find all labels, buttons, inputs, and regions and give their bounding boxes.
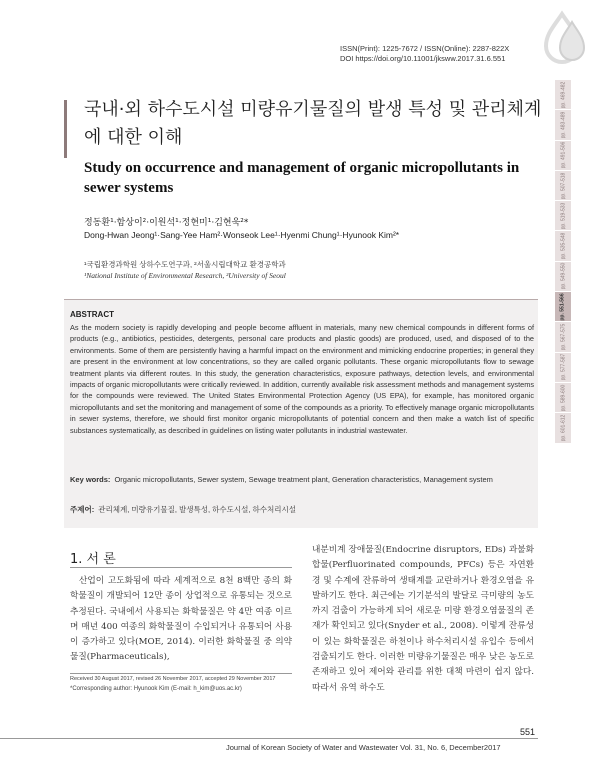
sidebar-tab-label: pp. 549-550	[560, 263, 567, 290]
sidebar-tab-10	[555, 383, 571, 413]
corresponding-author: *Corresponding author: Hyunook Kim (E-mail: h_kim@uos.ac.kr)	[70, 686, 242, 692]
sidebar-tab-label: pp. 601-612	[560, 414, 567, 442]
title-accent-bar	[64, 100, 67, 158]
sidebar-tab-label: pp. 469-482	[560, 81, 567, 108]
section-heading-introduction: 1. 서 론	[70, 552, 116, 567]
footer-divider	[0, 738, 538, 739]
sidebar-tab-3	[555, 171, 571, 201]
doi-line: DOI https://doi.org/10.11001/jksww.2017.31.6.551	[340, 54, 506, 63]
english-title: Study on occurrence and management of organic micropollutants in sewer systems	[84, 160, 520, 196]
journal-drop-logo-icon	[540, 8, 590, 68]
section-underline	[70, 567, 292, 568]
affiliation-korean: ¹국립환경과학원 상하수도연구과, ²서울시립대학교 환경공학과	[84, 260, 286, 269]
sidebar-tab-1	[555, 110, 571, 140]
body-text-left-column: 산업이 고도화됨에 따라 세계적으로 8천 8백만 종의 화학물질이 개발되어 12만 종이 상업적으로 유통되는 것으로 추정된다. 국내에서 사용되는 화학물질은 약 4만 여종 이르며 매년 400 여종의 화학물질이 수입되거나 유통되어 사용이 증가하고 있다(MOE, 2014). 이러한 화학물질 중 의약물질(Pharmaceuticals),	[70, 576, 292, 663]
keywords-text: Organic micropollutants, Sewer system, Sewage treatment plant, Generation characteristics, Management system	[114, 475, 493, 484]
sidebar-tab-0	[555, 80, 571, 110]
authors-korean: 정동환¹·함상이²·이원석¹·정현미¹·김현욱²*	[84, 218, 249, 228]
issue-page-index-sidebar	[555, 80, 571, 444]
sidebar-tab-11	[555, 413, 571, 443]
keywords-korean-text: 관리체계, 미량유기물질, 발생특성, 하수도시설, 하수처리시설	[98, 505, 297, 514]
sidebar-tab-label: pp. 507-518	[560, 172, 567, 199]
journal-footer: Journal of Korean Society of Water and Wastewater Vol. 31, No. 6, December2017	[226, 743, 501, 752]
sidebar-tab-label: pp. 589-600	[560, 384, 567, 411]
sidebar-tab-9	[555, 353, 571, 383]
issn-line: ISSN(Print): 1225-7672 / ISSN(Online): 2287-822X	[340, 44, 510, 53]
body-text-right-column: 내분비계 장애물질(Endocrine disruptors, EDs) 과불화합물(Perfluorinated compounds, PFCs) 등은 자연환경 및 수계에 잔류하여 생태계를 교란하거나 환경오염을 유발하기도 한다. 최근에는 기기분석의 발달로 극미량의 농도까지 검출이 가능하게 되어 새로운 미량 환경오염물질의 존재가 확인되고 있다(Snyder et al., 2008). 이렇게 잔류성이 있는 화학물질은 하천이나 하수처리시설 유입수 등에서 검출되기도 한다. 이러한 미량유기물질은 매우 낮은 농도로 존재하고 있어 제어와 관리를 위한 대책 마련이 쉽지 않다. 따라서 유역 하수도	[312, 545, 534, 693]
keywords-korean	[70, 504, 534, 515]
sidebar-tab-6	[555, 262, 571, 292]
abstract-text: As the modern society is rapidly developing and people become affluent in materials, many new chemical compounds in different forms of products (e.g., antibiotics, pesticides, detergents, personal care products and plastic goods) are produced, used, and disposed of to the environments. Some of them are persistently having a harmful impact on the environment and mimicking endocrine properties; in general they are present in the environment at low concentrations, so they are called organic pollutants. These organic micropollutants flow to sewage treatment plants via different routes. In this study, the generation characteristics, exposure pathways, detection levels, and environmental impacts of organic micropollutants were critically reviewed. In addition, currently available risk assessment methods and management systems for the compounds were reviewed. The United States Environmental Protection Agency (US EPA), for example, has monitored organic micropollutants and set the monitoring and management of some of the compounds as a priority. To effectively manage organic micropollutants in sewer systems, therefore, we should first monitor organic micropollutants of potential concern and then make a watch list of specific substances systematically, as described in guidelines on listing water pollutants in industrial wastewater.	[70, 323, 534, 435]
authors-english: Dong-Hwan Jeong¹·Sang-Yee Ham²·Wonseok Lee¹·Hyenmi Chung¹·Hyunook Kim²*	[84, 230, 400, 240]
sidebar-tab-7	[555, 292, 571, 322]
sidebar-tab-label: pp. 491-506	[560, 141, 567, 169]
sidebar-tab-label: pp. 577-587	[560, 353, 567, 381]
issn-doi-block	[340, 44, 509, 64]
keywords-label: Key words:	[70, 475, 111, 484]
sidebar-tab-label: pp. 535-548	[560, 232, 567, 260]
footnote-divider	[70, 673, 292, 674]
sidebar-tab-4	[555, 201, 571, 231]
sidebar-tab-2	[555, 141, 571, 171]
sidebar-tab-8	[555, 322, 571, 352]
keywords-english	[70, 474, 534, 485]
sidebar-tab-label: pp. 551-566	[560, 293, 566, 321]
sidebar-tab-label: pp. 519-533	[560, 202, 567, 230]
abstract-heading: ABSTRACT	[70, 310, 114, 319]
received-dates: Received 30 August 2017, revised 26 November 2017, accepted 29 November 2017	[70, 676, 276, 682]
sidebar-tab-label: pp. 567-575	[560, 323, 567, 351]
keywords-korean-label: 주제어:	[70, 505, 95, 514]
sidebar-tab-label: pp. 483-489	[560, 111, 567, 139]
page-number: 551	[520, 727, 536, 737]
sidebar-tab-5	[555, 231, 571, 261]
korean-title: 국내·외 하수도시설 미량유기물질의 발생 특성 및 관리체계에 대한 이해	[84, 99, 542, 148]
affiliation-english: ¹National Institute of Environmental Research, ²University of Seoul	[84, 271, 286, 280]
